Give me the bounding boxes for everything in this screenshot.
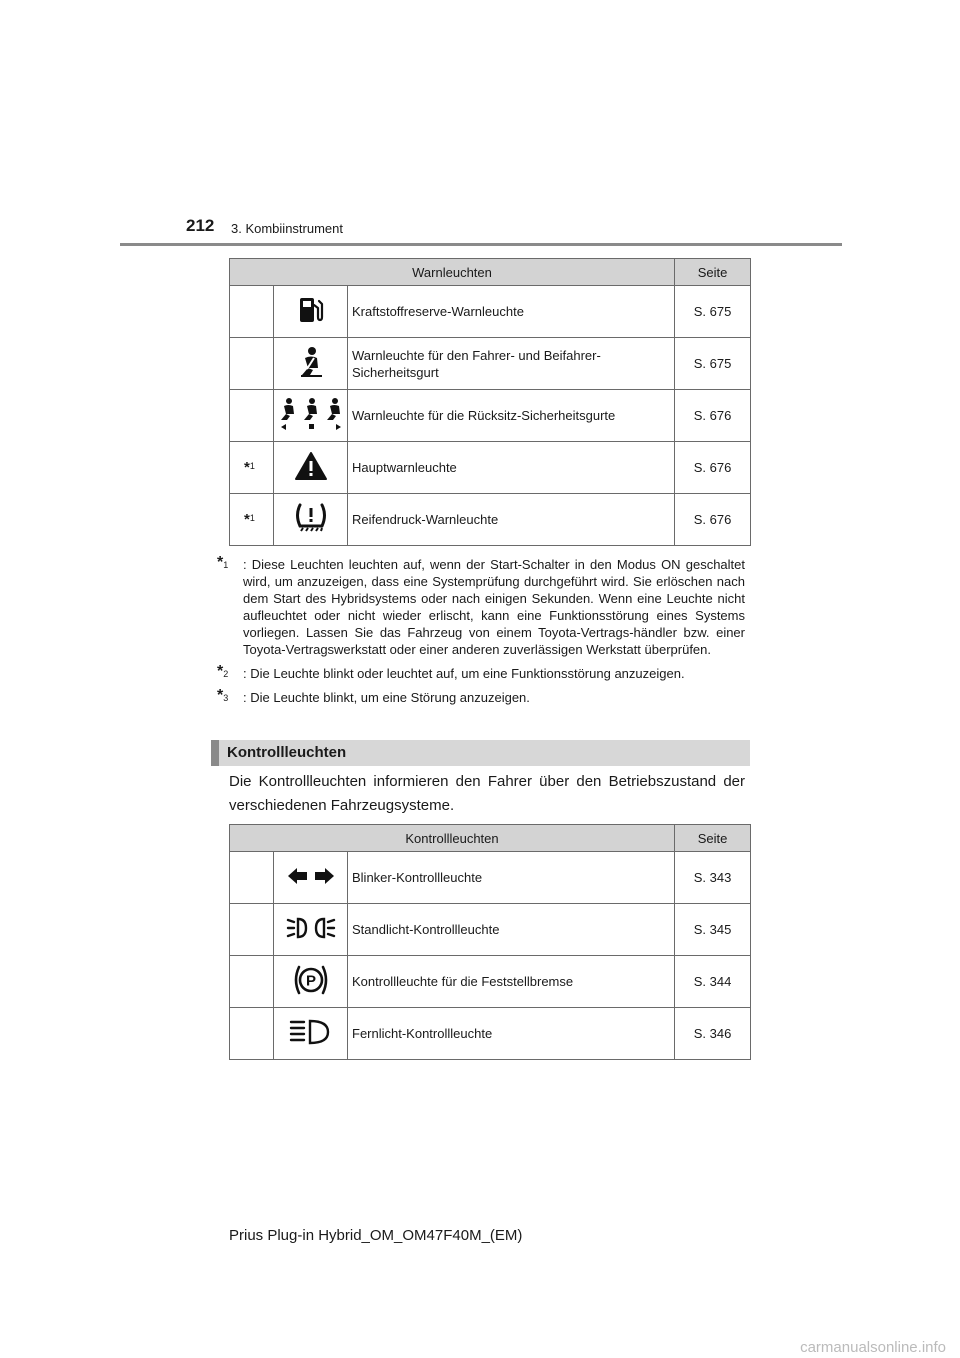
table-row: [230, 390, 751, 442]
table-header-row: [230, 825, 751, 852]
note-cell: [230, 494, 274, 546]
table-row: [230, 852, 751, 904]
icon-cell: [274, 338, 348, 390]
table-row: [230, 442, 751, 494]
footnote-text: : Die Leuchte blinkt, um eine Störung anzuzeigen.: [243, 690, 530, 705]
header-divider: [120, 243, 842, 246]
footnote-marker: *$^1$: [217, 554, 229, 571]
footnote-marker: *$^2$: [217, 663, 229, 680]
seatbelt-icon: [296, 346, 326, 378]
section-intro: Die Kontrollleuchten informieren den Fahrer über den Betriebszustand der verschiedenen Fahrzeugsysteme.: [229, 773, 745, 814]
note-cell: [230, 1008, 274, 1060]
warning-lights-table: [229, 258, 751, 546]
icon-cell: [274, 494, 348, 546]
note-cell: [230, 442, 274, 494]
note-cell: [230, 852, 274, 904]
icon-cell: [274, 904, 348, 956]
note-cell: [230, 390, 274, 442]
footnote-marker-number: 1: [249, 513, 255, 523]
page-number: 212: [186, 216, 215, 235]
page-reference: S. 676: [675, 442, 751, 494]
table-row: [230, 904, 751, 956]
footnote-marker: *: [244, 459, 250, 476]
description-cell: Warnleuchte für den Fahrer- und Beifahrer-Sicherheitsgurt: [348, 338, 675, 390]
icon-cell: [274, 956, 348, 1008]
description-cell: Standlicht-Kontrollleuchte: [348, 904, 675, 956]
svg-text:P: P: [305, 972, 316, 990]
column-header-control-lights: Kontrollleuchten: [230, 825, 675, 852]
page-reference: S. 675: [675, 286, 751, 338]
footnote: [217, 665, 745, 682]
icon-cell: [274, 852, 348, 904]
column-header-page: Seite: [675, 825, 751, 852]
footnote-marker: *$^3$: [217, 687, 229, 704]
note-cell: [230, 956, 274, 1008]
section-title: Kontrollleuchten: [227, 744, 347, 761]
description-cell: Hauptwarnleuchte: [348, 442, 675, 494]
footnote: [217, 556, 745, 658]
note-cell: [230, 286, 274, 338]
footnote-text: : Diese Leuchten leuchten auf, wenn der Start-Schalter in den Modus ON geschaltet wird, um anzuzeigen, dass eine Systemprüfung durchgeführt wird. Sie erlöschen nach dem Start des Hybridsystems oder nach einigen Sekunden. Wenn eine Leuchte nicht aufleuchtet oder nicht wieder erlischt, kann eine Funktionsstörung eines Systems vorliegen. Lassen Sie das Fahrzeug von einem Toyota-Vertrags-händler bzw. einer Toyota-Vertragswerkstatt oder einer anderen zuverlässigen Werkstatt überprüfen.: [243, 557, 745, 657]
table-row: [230, 338, 751, 390]
page-reference: S. 344: [675, 956, 751, 1008]
page-reference: S. 345: [675, 904, 751, 956]
description-cell: Reifendruck-Warnleuchte: [348, 494, 675, 546]
column-header-warning-lights: Warnleuchten: [230, 259, 675, 286]
rear-seatbelts-icon: [276, 397, 346, 431]
page-reference: S. 346: [675, 1008, 751, 1060]
description-cell: Blinker-Kontrollleuchte: [348, 852, 675, 904]
description-cell: Kraftstoffreserve-Warnleuchte: [348, 286, 675, 338]
turn-signal-arrows-icon: [286, 865, 336, 887]
description-cell: Kontrollleuchte für die Feststellbremse: [348, 956, 675, 1008]
parking-light-icon: [286, 915, 336, 941]
description-cell: Fernlicht-Kontrollleuchte: [348, 1008, 675, 1060]
page-reference: S. 343: [675, 852, 751, 904]
footnotes: [217, 556, 745, 713]
icon-cell: [274, 442, 348, 494]
icon-cell: [274, 390, 348, 442]
section-header: [211, 740, 750, 766]
page-reference: S. 676: [675, 494, 751, 546]
watermark: carmanualsonline.info: [800, 1339, 946, 1356]
description-cell: Warnleuchte für die Rücksitz-Sicherheitsgurte: [348, 390, 675, 442]
high-beam-icon: [288, 1018, 334, 1046]
note-cell: [230, 338, 274, 390]
footnote: [217, 689, 745, 706]
master-warning-triangle-icon: [294, 451, 328, 481]
table-row: [230, 494, 751, 546]
chapter-title: 3. Kombiinstrument: [231, 221, 343, 236]
footnote-marker: *: [244, 511, 250, 528]
section-accent: [211, 740, 219, 766]
page-reference: S. 675: [675, 338, 751, 390]
table-row: [230, 286, 751, 338]
parking-brake-icon: [292, 963, 330, 997]
tire-pressure-icon: [293, 500, 329, 536]
footnote-text: : Die Leuchte blinkt oder leuchtet auf, um eine Funktionsstörung anzuzeigen.: [243, 666, 685, 681]
page-reference: S. 676: [675, 390, 751, 442]
note-cell: [230, 904, 274, 956]
column-header-page: Seite: [675, 259, 751, 286]
icon-cell: [274, 1008, 348, 1060]
table-row: [230, 956, 751, 1008]
table-header-row: [230, 259, 751, 286]
icon-cell: [274, 286, 348, 338]
footnote-marker-number: 1: [249, 461, 255, 471]
table-row: [230, 1008, 751, 1060]
control-lights-table: [229, 824, 751, 1060]
document-footer: Prius Plug-in Hybrid_OM_OM47F40M_(EM): [229, 1227, 523, 1244]
fuel-pump-icon: [296, 295, 326, 325]
